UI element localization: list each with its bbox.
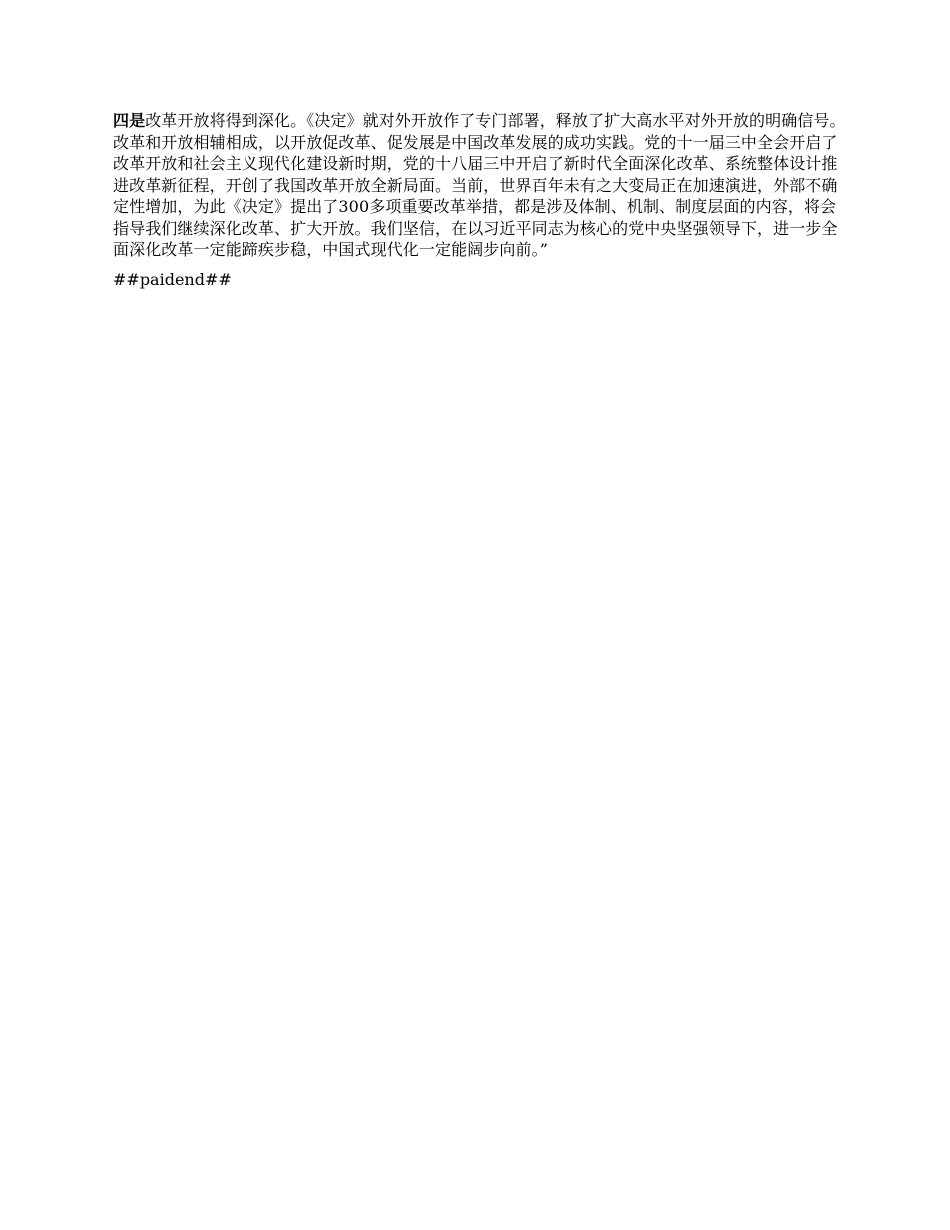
end-marker-text: ##paidend## bbox=[113, 269, 232, 289]
paragraph-lead-bold: 四是 bbox=[113, 111, 146, 130]
document-page bbox=[113, 110, 848, 291]
body-paragraph bbox=[113, 110, 848, 261]
paragraph-body-text: 改革开放将得到深化。《决定》就对外开放作了专门部署，释放了扩大高水平对外开放的明确信号。改革和开放相辅相成，以开放促改革、促发展是中国改革发展的成功实践。党的十一届三中全会开启了改革开放和社会主义现代化建设新时期，党的十八届三中开启了新时代全面深化改革、系统整体设计推进改革新征程，开创了我国改革开放全新局面。当前，世界百年未有之大变局正在加速演进，外部不确定性增加，为此《决定》提出了300多项重要改革举措，都是涉及体制、机制、制度层面的内容，将会指导我们继续深化改革、扩大开放。我们坚信，在以习近平同志为核心的党中央坚强领导下，进一步全面深化改革一定能蹄疾步稳，中国式现代化一定能阔步向前。” bbox=[113, 111, 846, 259]
